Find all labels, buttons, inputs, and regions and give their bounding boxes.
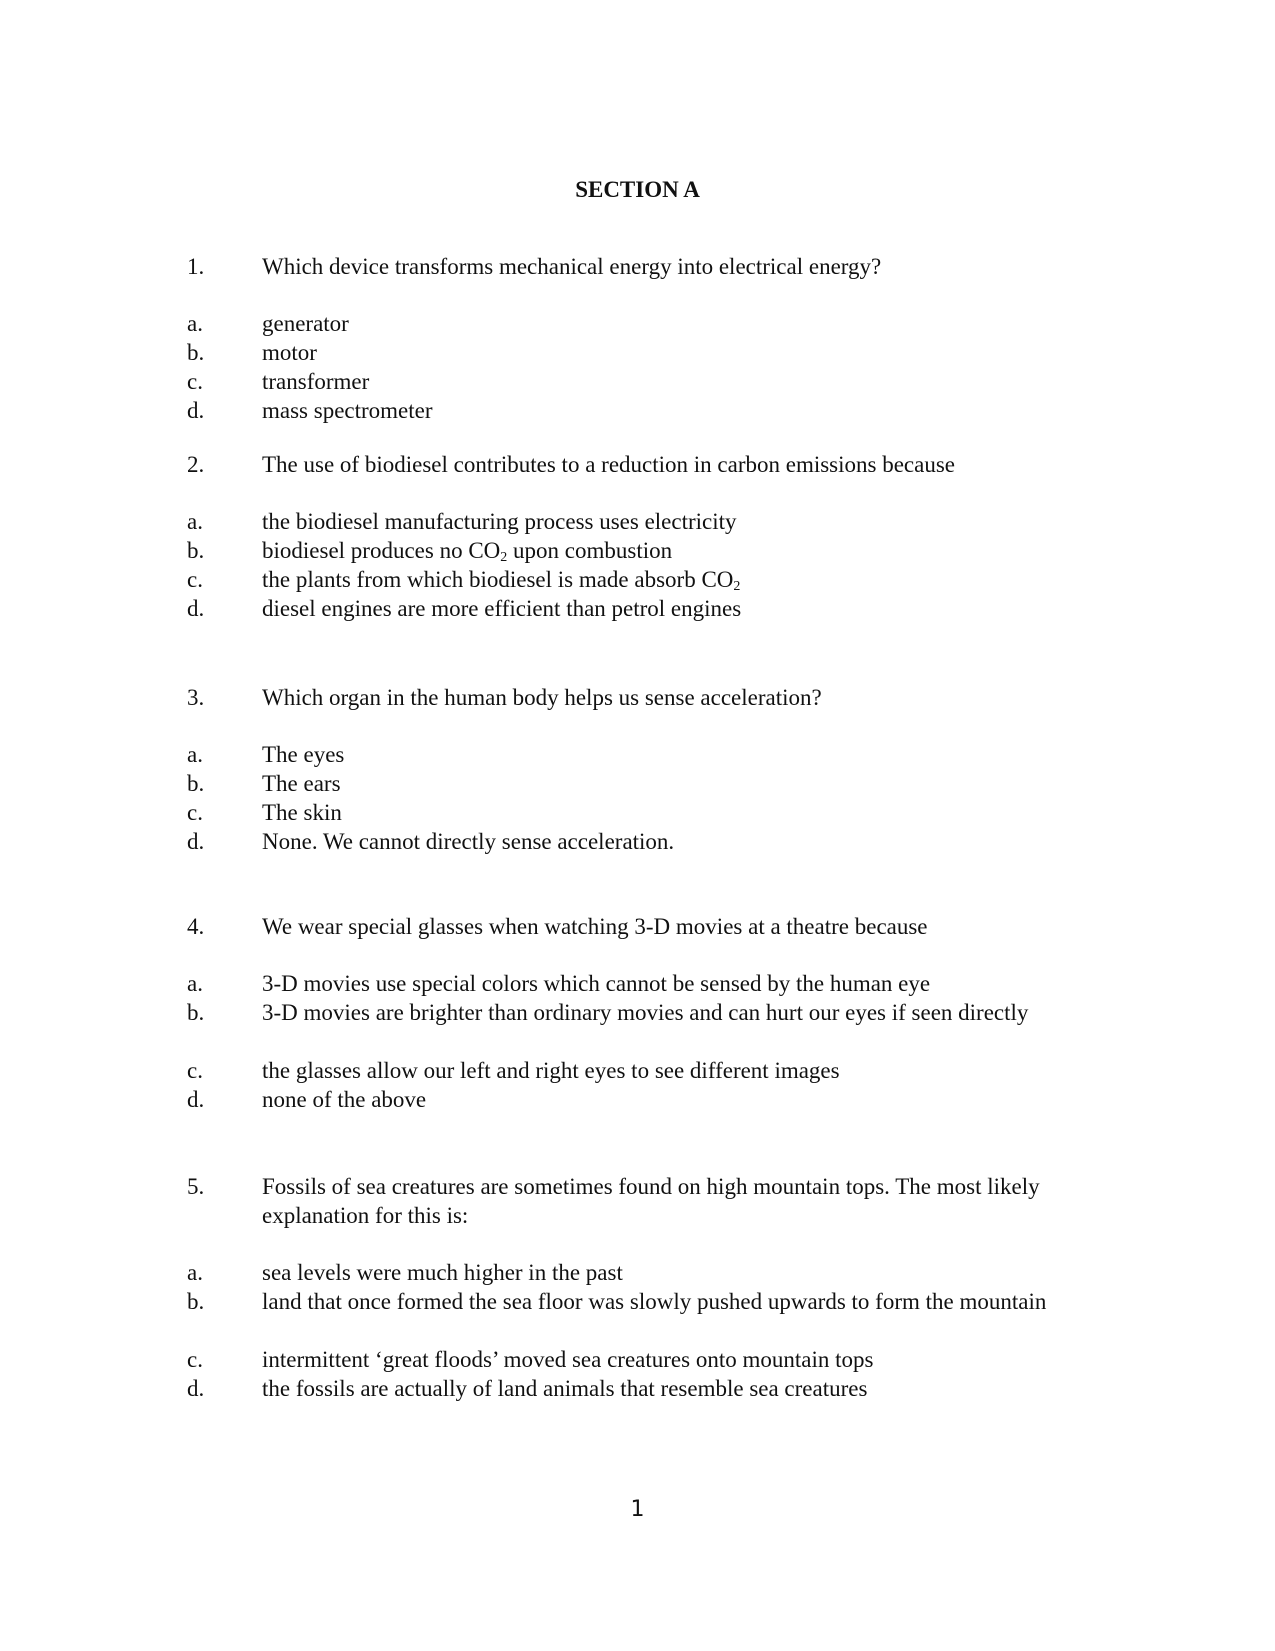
option-text: the glasses allow our left and right eyes to see different images: [262, 1058, 840, 1083]
option-label: d.: [187, 1087, 205, 1112]
option-label: c.: [187, 1058, 203, 1083]
option-text: diesel engines are more efficient than petrol engines: [262, 596, 742, 621]
option-text-before: biodiesel produces no CO: [262, 538, 501, 563]
question-text: Which organ in the human body helps us sense acceleration?: [262, 685, 822, 710]
option-text-after: upon combustion: [507, 538, 673, 563]
section-title: SECTION A: [575, 177, 700, 202]
option-label: a.: [187, 1260, 203, 1285]
question-stem: [0, 683, 1275, 712]
option-c: [0, 1345, 1275, 1374]
option-text: intermittent ‘great floods’ moved sea creatures onto mountain tops: [262, 1347, 874, 1372]
question-number: 3.: [187, 685, 205, 710]
subscript-two: 2: [733, 579, 741, 594]
option-text: [262, 565, 1062, 594]
question-stem: [0, 912, 1275, 941]
question-number: 4.: [187, 914, 205, 939]
option-text: None. We cannot directly sense acceleration.: [262, 829, 675, 854]
option-a: [0, 969, 1275, 998]
question-2: [0, 450, 1275, 623]
option-d: [0, 594, 1275, 623]
option-text: none of the above: [262, 1087, 427, 1112]
option-a: [0, 507, 1275, 536]
subscript-two: 2: [500, 550, 508, 565]
option-label: c.: [187, 1347, 203, 1372]
option-text: The skin: [262, 800, 342, 825]
option-b: [0, 536, 1275, 565]
option-label: d.: [187, 1376, 205, 1401]
option-text: sea levels were much higher in the past: [262, 1260, 623, 1285]
question-stem: [0, 450, 1275, 479]
option-label: b.: [187, 538, 205, 563]
option-c: [0, 1056, 1275, 1085]
option-label: a.: [187, 971, 203, 996]
question-number: 1.: [187, 254, 205, 279]
option-c: [0, 367, 1275, 396]
question-number: 5.: [187, 1174, 205, 1199]
question-stem: [0, 252, 1275, 281]
option-text: [262, 536, 1062, 565]
option-text: the fossils are actually of land animals that resemble sea creatures: [262, 1376, 868, 1401]
option-text-before: the plants from which biodiesel is made absorb CO: [262, 567, 734, 592]
option-text: motor: [262, 340, 317, 365]
option-label: d.: [187, 829, 205, 854]
option-label: b.: [187, 340, 205, 365]
option-d: [0, 396, 1275, 425]
question-text: The use of biodiesel contributes to a reduction in carbon emissions because: [262, 452, 955, 477]
option-a: [0, 740, 1275, 769]
option-text: 3-D movies are brighter than ordinary movies and can hurt our eyes if seen directly: [262, 1000, 1029, 1025]
question-text: We wear special glasses when watching 3-D movies at a theatre because: [262, 914, 928, 939]
option-label: b.: [187, 1289, 205, 1314]
option-c: [0, 565, 1275, 594]
option-label: b.: [187, 771, 205, 796]
option-d: [0, 827, 1275, 856]
option-label: d.: [187, 398, 205, 423]
option-b: [0, 338, 1275, 367]
option-label: a.: [187, 509, 203, 534]
option-label: c.: [187, 800, 203, 825]
option-label: c.: [187, 369, 203, 394]
option-text: 3-D movies use special colors which cannot be sensed by the human eye: [262, 971, 931, 996]
option-label: b.: [187, 1000, 205, 1025]
question-text: Which device transforms mechanical energy into electrical energy?: [262, 254, 882, 279]
option-label: a.: [187, 311, 203, 336]
option-label: c.: [187, 567, 203, 592]
option-text: land that once formed the sea floor was slowly pushed upwards to form the mountain: [262, 1289, 1047, 1314]
question-text: Fossils of sea creatures are sometimes found on high mountain tops. The most likely explanation for this is:: [262, 1174, 1040, 1228]
question-stem: [0, 1172, 1275, 1230]
question-3: [0, 683, 1275, 856]
option-b: [0, 998, 1275, 1056]
option-text: The ears: [262, 771, 341, 796]
option-a: [0, 309, 1275, 338]
option-c: [0, 798, 1275, 827]
option-a: [0, 1258, 1275, 1287]
question-1: [0, 252, 1275, 425]
page-number: 1: [630, 1497, 645, 1522]
option-text: the biodiesel manufacturing process uses electricity: [262, 509, 737, 534]
option-d: [0, 1085, 1275, 1114]
option-text: The eyes: [262, 742, 345, 767]
option-label: a.: [187, 742, 203, 767]
option-label: d.: [187, 596, 205, 621]
question-5: [0, 1172, 1275, 1403]
option-text: transformer: [262, 369, 370, 394]
option-text: mass spectrometer: [262, 398, 433, 423]
option-b: [0, 769, 1275, 798]
question-number: 2.: [187, 452, 205, 477]
question-4: [0, 912, 1275, 1114]
option-b: [0, 1287, 1275, 1345]
option-d: [0, 1374, 1275, 1403]
option-text: generator: [262, 311, 349, 336]
